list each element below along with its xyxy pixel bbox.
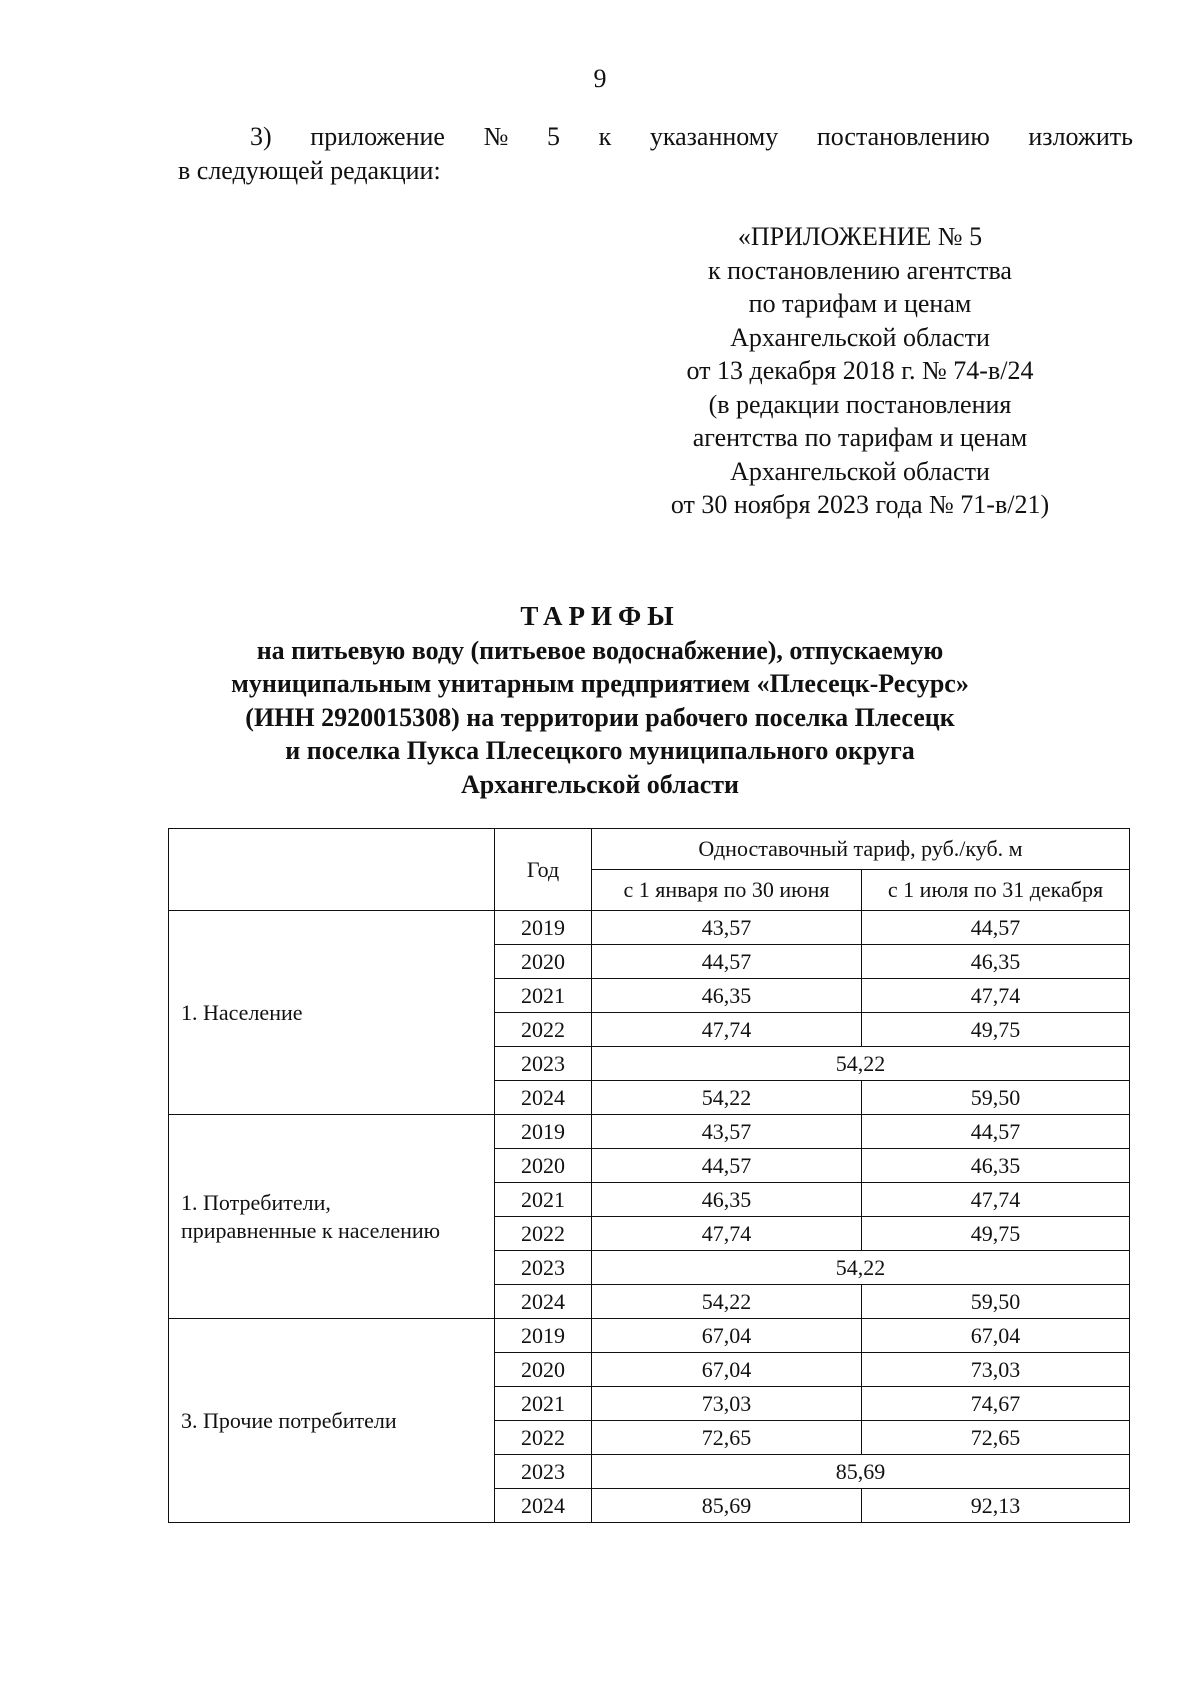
tariff-cell-period-1: 54,22 <box>592 1285 862 1319</box>
year-cell: 2020 <box>495 945 592 979</box>
tariff-cell-period-1: 67,04 <box>592 1319 862 1353</box>
tariff-cell-period-2: 74,67 <box>862 1387 1130 1421</box>
approval-block <box>590 220 1130 522</box>
tariff-cell-period-1: 44,57 <box>592 1149 862 1183</box>
tariff-cell-period-1: 43,57 <box>592 911 862 945</box>
year-cell: 2023 <box>495 1251 592 1285</box>
tariff-cell-period-1: 43,57 <box>592 1115 862 1149</box>
header-tariff: Одноставочный тариф, руб./куб. м <box>592 829 1130 870</box>
title-line: муниципальным унитарным предприятием «Плесецк-Ресурс» <box>231 669 969 698</box>
tariff-cell-period-2: 47,74 <box>862 979 1130 1013</box>
tariff-cell-period-1: 47,74 <box>592 1217 862 1251</box>
year-cell: 2019 <box>495 1115 592 1149</box>
category-label-line: 1. Население <box>181 999 303 1025</box>
header-empty-cell <box>169 829 495 911</box>
header-period-2: с 1 июля по 31 декабря <box>862 870 1130 911</box>
approval-line: «ПРИЛОЖЕНИЕ № 5 <box>737 222 983 251</box>
intro-word: постановлению <box>816 122 990 151</box>
tariff-cell-period-2: 67,04 <box>862 1319 1130 1353</box>
year-cell: 2023 <box>495 1455 592 1489</box>
table-row <box>169 1319 1130 1353</box>
intro-word: к <box>598 122 612 151</box>
intro-paragraph <box>178 120 1133 188</box>
tariff-cell-period-2: 46,35 <box>862 945 1130 979</box>
year-cell: 2024 <box>495 1081 592 1115</box>
tariff-cell-period-1: 47,74 <box>592 1013 862 1047</box>
year-cell: 2019 <box>495 911 592 945</box>
table-row <box>169 911 1130 945</box>
category-label-line: 1. Потребители, <box>181 1189 331 1215</box>
header-period-1: с 1 января по 30 июня <box>592 870 862 911</box>
intro-word: 5 <box>547 122 560 151</box>
title-line: и поселка Пукса Плесецкого муниципального округа <box>285 736 915 765</box>
page-number: 9 <box>593 64 607 93</box>
tariff-cell-period-2: 92,13 <box>862 1489 1130 1523</box>
tariff-cell-period-2: 59,50 <box>862 1285 1130 1319</box>
tariff-cell-merged: 85,69 <box>592 1455 1130 1489</box>
year-cell: 2024 <box>495 1285 592 1319</box>
tariff-cell-merged: 54,22 <box>592 1047 1130 1081</box>
intro-word: 3) <box>250 122 272 151</box>
approval-line: (в редакции постановления <box>708 389 1012 419</box>
approval-line: к постановлению агентства <box>708 255 1012 285</box>
year-cell: 2021 <box>495 1183 592 1217</box>
intro-word: указанному <box>649 122 779 151</box>
tariff-cell-period-2: 49,75 <box>862 1217 1130 1251</box>
category-label <box>169 911 495 1115</box>
tariff-cell-period-2: 47,74 <box>862 1183 1130 1217</box>
year-cell: 2024 <box>495 1489 592 1523</box>
tariff-cell-period-2: 72,65 <box>862 1421 1130 1455</box>
approval-line: Архангельской области <box>730 456 990 486</box>
tariff-cell-period-1: 73,03 <box>592 1387 862 1421</box>
category-label-line: 3. Прочие потребители <box>181 1407 397 1433</box>
intro-word: приложение <box>310 122 445 151</box>
year-cell: 2019 <box>495 1319 592 1353</box>
year-cell: 2021 <box>495 979 592 1013</box>
document-title <box>100 600 1100 801</box>
tariff-cell-period-2: 73,03 <box>862 1353 1130 1387</box>
year-cell: 2022 <box>495 1421 592 1455</box>
year-cell: 2021 <box>495 1387 592 1421</box>
header-year: Год <box>495 829 592 911</box>
intro-line-2: в следующей редакции: <box>178 156 441 185</box>
year-cell: 2020 <box>495 1149 592 1183</box>
tariff-cell-merged: 54,22 <box>592 1251 1130 1285</box>
tariff-cell-period-1: 54,22 <box>592 1081 862 1115</box>
approval-line: Архангельской области <box>730 322 990 352</box>
table-body <box>169 911 1130 1523</box>
title-line: (ИНН 2920015308) на территории рабочего поселка Плесецк <box>245 702 955 732</box>
intro-line-1 <box>178 120 1133 154</box>
tariff-table <box>168 828 1130 1523</box>
tariff-cell-period-2: 44,57 <box>862 1115 1130 1149</box>
tariff-cell-period-1: 67,04 <box>592 1353 862 1387</box>
title-line: на питьевую воду (питьевое водоснабжение), отпускаемую <box>256 635 944 665</box>
year-cell: 2022 <box>495 1013 592 1047</box>
year-cell: 2023 <box>495 1047 592 1081</box>
approval-line: агентства по тарифам и ценам <box>692 423 1028 452</box>
intro-word: изложить <box>1028 122 1133 151</box>
category-label <box>169 1115 495 1319</box>
tariff-cell-period-2: 49,75 <box>862 1013 1130 1047</box>
tariff-cell-period-2: 44,57 <box>862 911 1130 945</box>
approval-line: по тарифам и ценам <box>748 289 972 318</box>
tariff-cell-period-1: 46,35 <box>592 979 862 1013</box>
tariff-cell-period-2: 59,50 <box>862 1081 1130 1115</box>
tariff-cell-period-1: 44,57 <box>592 945 862 979</box>
year-cell: 2022 <box>495 1217 592 1251</box>
approval-line: от 30 ноября 2023 года № 71-в/21) <box>670 490 1050 519</box>
tariff-cell-period-1: 72,65 <box>592 1421 862 1455</box>
tariff-cell-period-1: 46,35 <box>592 1183 862 1217</box>
table-row <box>169 1115 1130 1149</box>
title-heading: ТАРИФЫ <box>520 601 680 631</box>
title-line: Архангельской области <box>460 769 740 799</box>
year-cell: 2020 <box>495 1353 592 1387</box>
category-label <box>169 1319 495 1523</box>
category-label-line: приравненные к населению <box>181 1217 441 1243</box>
tariff-cell-period-1: 85,69 <box>592 1489 862 1523</box>
tariff-cell-period-2: 46,35 <box>862 1149 1130 1183</box>
intro-word: № <box>483 122 509 151</box>
approval-line: от 13 декабря 2018 г. № 74-в/24 <box>686 356 1034 385</box>
